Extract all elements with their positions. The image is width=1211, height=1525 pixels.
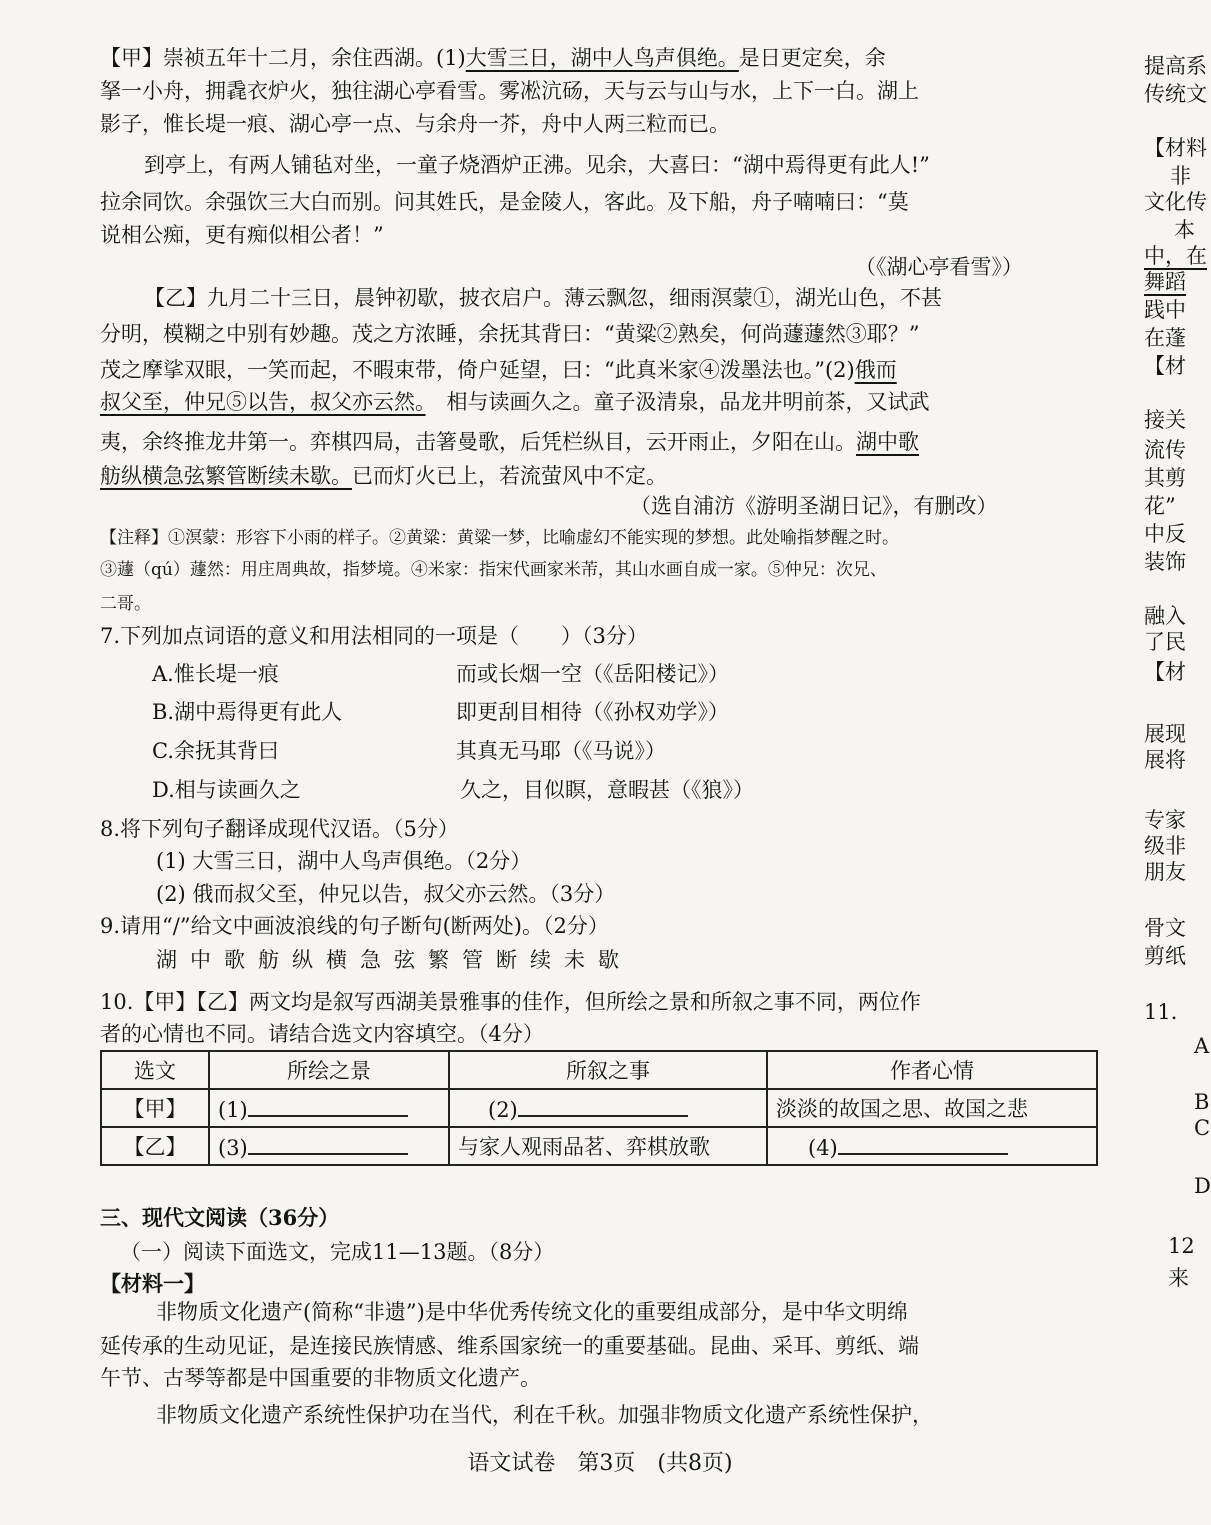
facing-text: C — [1194, 1116, 1211, 1140]
jia-line-2: 拏一小舟，拥毳衣炉火，独往湖心亭看雪。雾凇沆砀，天与云与山与水，上下一白。湖上 — [100, 79, 919, 103]
facing-text: 【材 — [1144, 354, 1186, 378]
q9-sentence: 湖中歌舫纵横急弦繁管断续未歇 — [156, 948, 632, 972]
q7-option-d-right: 久之，目似瞑，意暇甚（《狼》） — [460, 778, 754, 802]
facing-text: 了民 — [1144, 630, 1186, 654]
yi-wavy-sentence: 舫纵横急弦繁管断续未歇。 — [100, 464, 352, 488]
answer-blank[interactable] — [838, 1133, 1008, 1155]
facing-text: 剪纸 — [1144, 944, 1186, 968]
facing-text: 中，在 — [1144, 244, 1207, 268]
notes-line-2: ③蘧（qú）蘧然：用庄周典故，指梦境。④米家：指宋代画家米芾，其山水画自成一家。⑤仲兄：次兄、 — [100, 560, 887, 580]
facing-text: 践中 — [1144, 298, 1186, 322]
facing-text: 流传 — [1144, 438, 1186, 462]
table-cell-blank[interactable] — [767, 1127, 1097, 1165]
facing-text: 花” — [1144, 494, 1176, 518]
jia-underlined-sentence: 大雪三日，湖中人鸟声俱绝。 — [465, 46, 739, 70]
facing-text: 专家 — [1144, 808, 1186, 832]
facing-text: 在蓬 — [1144, 326, 1186, 350]
facing-text: D — [1194, 1174, 1211, 1198]
q7-option-b-left: B.湖中焉得更有此人 — [152, 700, 343, 724]
table-header-row — [101, 1051, 1097, 1089]
table-header-cell: 作者心情 — [767, 1051, 1097, 1089]
yi-text: 相与读画久之。童子汲清泉，品龙井明前茶，又试武 — [446, 390, 930, 414]
q7-option-a-right: 而或长烟一空（《岳阳楼记》） — [456, 662, 729, 686]
yi-line-6 — [100, 462, 667, 490]
facing-text: 【材料 — [1144, 136, 1207, 160]
facing-text: 展现 — [1144, 722, 1186, 746]
facing-text: 展将 — [1144, 748, 1186, 772]
notes-line-1: 【注释】①溟蒙：形容下小雨的样子。②黄粱：黄粱一梦，比喻虚幻不能实现的梦想。此处喻指梦醒之时。 — [100, 528, 899, 548]
yi-line-1: 【乙】九月二十三日，晨钟初歇，披衣启户。薄云飘忽，细雨溟蒙①，湖光山色，不甚 — [144, 286, 942, 310]
q10-stem-line-1: 10.【甲】【乙】两文均是叙写西湖美景雅事的佳作，但所绘之景和所叙之事不同，两位作 — [100, 990, 921, 1014]
blank-label: (4) — [808, 1135, 838, 1160]
facing-text: 接关 — [1144, 408, 1186, 432]
q10-table — [100, 1050, 1098, 1166]
table-header-cell: 选文 — [101, 1051, 209, 1089]
facing-text: 本 — [1174, 218, 1195, 242]
material-1-line-3: 午节、古琴等都是中国重要的非物质文化遗产。 — [100, 1366, 541, 1390]
yi-line-4 — [100, 388, 930, 416]
table-row — [101, 1089, 1097, 1127]
facing-text: 骨文 — [1144, 916, 1186, 940]
facing-text: 中反 — [1144, 522, 1186, 546]
facing-text: 来 — [1168, 1266, 1189, 1290]
q8-stem: 8.将下列句子翻译成现代汉语。（5分） — [100, 817, 459, 841]
facing-text: 【材 — [1144, 660, 1186, 684]
answer-blank[interactable] — [248, 1095, 408, 1117]
section-3-subtitle: （一）阅读下面选文，完成11—13题。（8分） — [120, 1240, 555, 1264]
blank-label: (3) — [218, 1135, 248, 1160]
notes-line-3: 二哥。 — [100, 594, 151, 614]
facing-text: A — [1194, 1034, 1210, 1058]
q8-sentence-1: (1) 大雪三日，湖中人鸟声俱绝。（2分） — [156, 849, 532, 873]
material-1-line-1: 非物质文化遗产(简称“非遗”)是中华优秀传统文化的重要组成部分，是中华文明绵 — [156, 1300, 908, 1324]
table-cell: 与家人观雨品茗、弈棋放歌 — [449, 1127, 767, 1165]
q10-stem-line-2: 者的心情也不同。请结合选文内容填空。（4分） — [100, 1022, 544, 1046]
table-header-cell: 所叙之事 — [449, 1051, 767, 1089]
table-cell-blank[interactable] — [209, 1127, 449, 1165]
blank-label: (2) — [488, 1097, 518, 1122]
yi-underlined-sentence: 叔父至，仲兄⑤以告，叔父亦云然。 — [100, 390, 426, 414]
table-cell: 【乙】 — [101, 1127, 209, 1165]
table-row — [101, 1127, 1097, 1165]
facing-text: 朋友 — [1144, 860, 1186, 884]
facing-text: 非 — [1170, 164, 1191, 188]
facing-text: 提高系 — [1144, 54, 1207, 78]
table-cell-blank[interactable] — [209, 1089, 449, 1127]
page-footer: 语文试卷 第3页 (共8页) — [467, 1451, 733, 1476]
jia-line-1 — [100, 44, 886, 72]
facing-text: 12 — [1168, 1234, 1195, 1258]
facing-text: 11. — [1144, 1000, 1178, 1024]
q9-stem: 9.请用“/”给文中画波浪线的句子断句(断两处)。（2分） — [100, 914, 609, 938]
jia-line-4: 到亭上，有两人铺毡对坐，一童子烧酒炉正沸。见余，大喜曰：“湖中焉得更有此人!” — [144, 153, 930, 177]
facing-text: 传统文 — [1144, 82, 1207, 106]
yi-wavy-sentence: 湖中歌 — [856, 430, 919, 454]
facing-text: 其剪 — [1144, 466, 1186, 490]
q7-option-b-right: 即更刮目相待（《孙权劝学》） — [456, 700, 729, 724]
table-cell-blank[interactable] — [449, 1089, 767, 1127]
yi-text: 已而灯火已上，若流萤风中不定。 — [352, 464, 667, 488]
answer-blank[interactable] — [248, 1133, 408, 1155]
section-3-title: 三、现代文阅读（36分） — [100, 1205, 340, 1230]
table-cell: 【甲】 — [101, 1089, 209, 1127]
facing-text: 级非 — [1144, 834, 1186, 858]
q8-sentence-2: (2) 俄而叔父至，仲兄以告，叔父亦云然。（3分） — [156, 882, 616, 906]
answer-blank[interactable] — [518, 1095, 688, 1117]
yi-line-5 — [100, 428, 919, 456]
jia-text: 是日更定矣，余 — [738, 46, 886, 70]
facing-text: B — [1194, 1090, 1210, 1114]
facing-page-edge — [1138, 44, 1211, 1344]
q7-stem: 7.下列加点词语的意义和用法相同的一项是（ ）（3分） — [100, 624, 648, 648]
jia-text: 【甲】崇祯五年十二月，余住西湖。(1) — [100, 46, 466, 70]
jia-line-5: 拉余同饮。余强饮三大白而别。问其姓氏，是金陵人，客此。及下船，舟子喃喃曰：“莫 — [100, 190, 909, 214]
yi-text: 茂之摩挲双眼，一笑而起，不暇束带，倚户延望，曰：“此真米家④泼墨法也。”(2) — [100, 358, 855, 382]
material-1-line-4: 非物质文化遗产系统性保护功在当代，利在千秋。加强非物质文化遗产系统性保护， — [156, 1403, 933, 1427]
facing-text: 融入 — [1144, 604, 1186, 628]
jia-line-6: 说相公痴，更有痴似相公者！” — [100, 223, 384, 247]
q7-option-c-right: 其真无马耶（《马说》） — [456, 739, 666, 763]
yi-text: 夷，余终推龙井第一。弈棋四局，击箸曼歌，后凭栏纵目，云开雨止，夕阳在山。 — [100, 430, 856, 454]
table-header-cell: 所绘之景 — [209, 1051, 449, 1089]
jia-source: （《湖心亭看雪》） — [855, 255, 1023, 279]
facing-text: 文化传 — [1144, 190, 1207, 214]
facing-text: 舞蹈 — [1144, 270, 1186, 294]
q7-option-d-left: D.相与读画久之 — [152, 778, 301, 802]
material-1-label: 【材料一】 — [100, 1271, 205, 1296]
yi-line-3 — [100, 356, 897, 384]
yi-line-2: 分明，模糊之中别有妙趣。茂之方浓睡，余抚其背曰：“黄粱②熟矣，何尚蘧蘧然③耶？” — [100, 322, 920, 346]
blank-label: (1) — [218, 1097, 248, 1122]
q7-option-a-left: A.惟长堤一痕 — [152, 662, 279, 686]
material-1-line-2: 延传承的生动见证，是连接民族情感、维系国家统一的重要基础。昆曲、采耳、剪纸、端 — [100, 1334, 919, 1358]
jia-line-3: 影子，惟长堤一痕、湖心亭一点、与余舟一芥，舟中人两三粒而已。 — [100, 112, 730, 136]
yi-source: （选自浦汸《游明圣湖日记》，有删改） — [630, 494, 998, 518]
table-cell: 淡淡的故国之思、故国之悲 — [767, 1089, 1097, 1127]
yi-underlined-sentence: 俄而 — [854, 358, 897, 382]
q7-option-c-left: C.余抚其背曰 — [152, 739, 279, 763]
facing-text: 装饰 — [1144, 550, 1186, 574]
